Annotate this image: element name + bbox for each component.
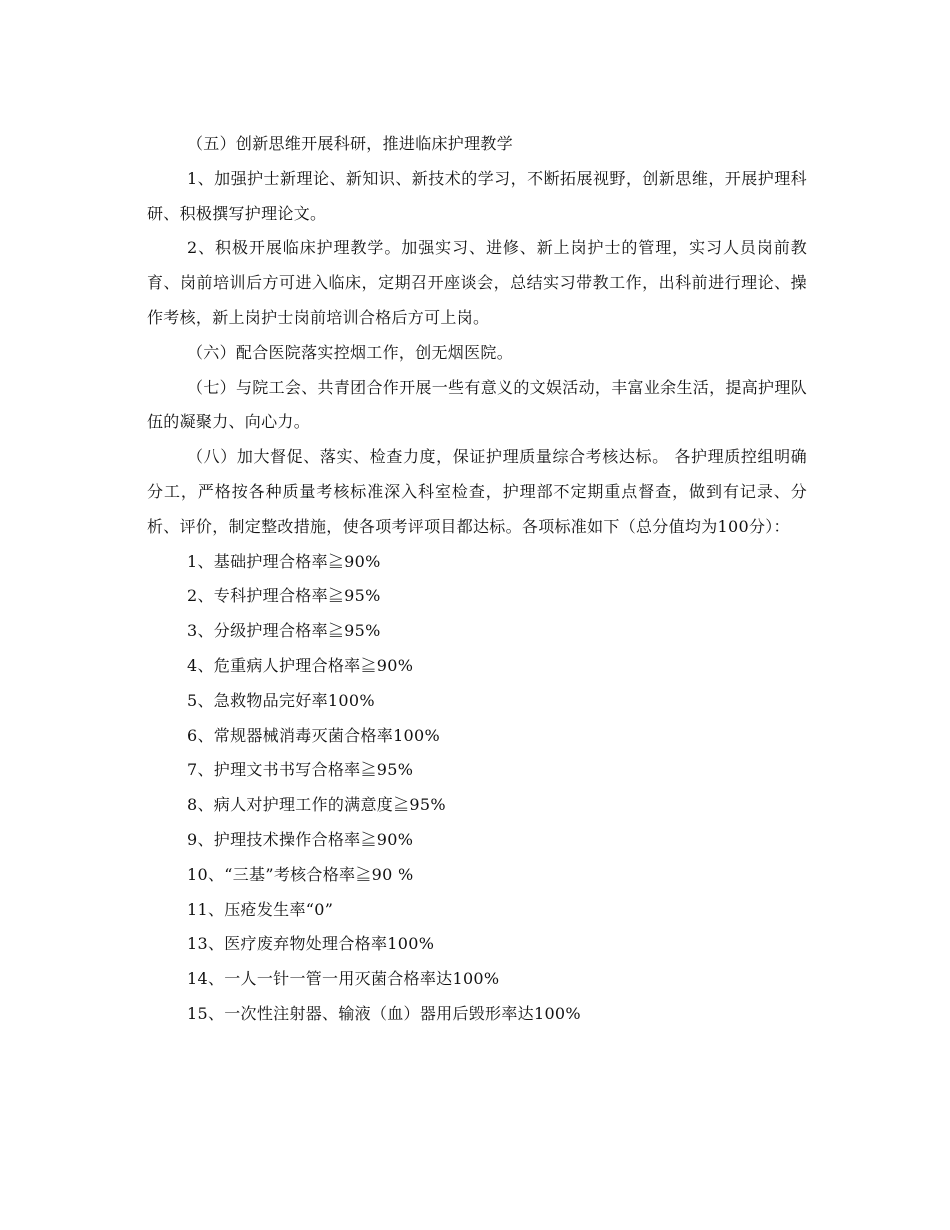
- list-item: 5、急救物品完好率100%: [187, 690, 375, 710]
- section-heading-7: （七）与院工会、共青团合作开展一些有意义的文娱活动，丰富业余生活，提高护理队伍的凝聚力、向心力。: [147, 377, 807, 432]
- list-item: 1、基础护理合格率≧90%: [187, 551, 381, 571]
- list-item: 11、压疮发生率“0”: [187, 899, 334, 919]
- list-item: 9、护理技术操作合格率≧90%: [187, 829, 414, 849]
- list-item: 4、危重病人护理合格率≧90%: [187, 655, 414, 675]
- list-item: 14、一人一针一管一用灭菌合格率达100%: [187, 969, 500, 989]
- section-heading-6: （六）配合医院落实控烟工作，创无烟医院。: [187, 342, 514, 362]
- list-item: 8、病人对护理工作的满意度≧95%: [187, 795, 446, 815]
- list-item: 13、医疗废弃物处理合格率100%: [187, 934, 435, 954]
- list-item: 6、常规器械消毒灭菌合格率100%: [187, 725, 441, 745]
- paragraph-research: 1、加强护士新理论、新知识、新技术的学习，不断拓展视野，创新思维，开展护理科研、积极撰写护理论文。: [147, 168, 807, 223]
- paragraph-teaching: 2、积极开展临床护理教学。加强实习、进修、新上岗护士的管理，实习人员岗前教育、岗前培训后方可进入临床，定期召开座谈会，总结实习带教工作，出科前进行理论、操作考核，新上岗护士岗前培训合格后方可上岗。: [147, 238, 807, 327]
- list-item: 10、“三基”考核合格率≧90 %: [187, 864, 414, 884]
- section-heading-8: （八）加大督促、落实、检查力度，保证护理质量综合考核达标。 各护理质控组明确分工，严格按各种质量考核标准深入科室检查，护理部不定期重点督查，做到有记录、分析、评价，制定整改措施，使各项考评项目都达标。各项标准如下（总分值均为100分）：: [147, 447, 807, 536]
- standards-list: [147, 545, 807, 1032]
- document-page: [147, 127, 807, 1032]
- list-item: 15、一次性注射器、输液（血）器用后毁形率达100%: [187, 1003, 581, 1023]
- list-item: 3、分级护理合格率≧95%: [187, 621, 381, 641]
- list-item: 2、专科护理合格率≧95%: [187, 586, 381, 606]
- list-item: 7、护理文书书写合格率≧95%: [187, 760, 414, 780]
- section-heading-5: （五）创新思维开展科研，推进临床护理教学: [187, 134, 514, 153]
